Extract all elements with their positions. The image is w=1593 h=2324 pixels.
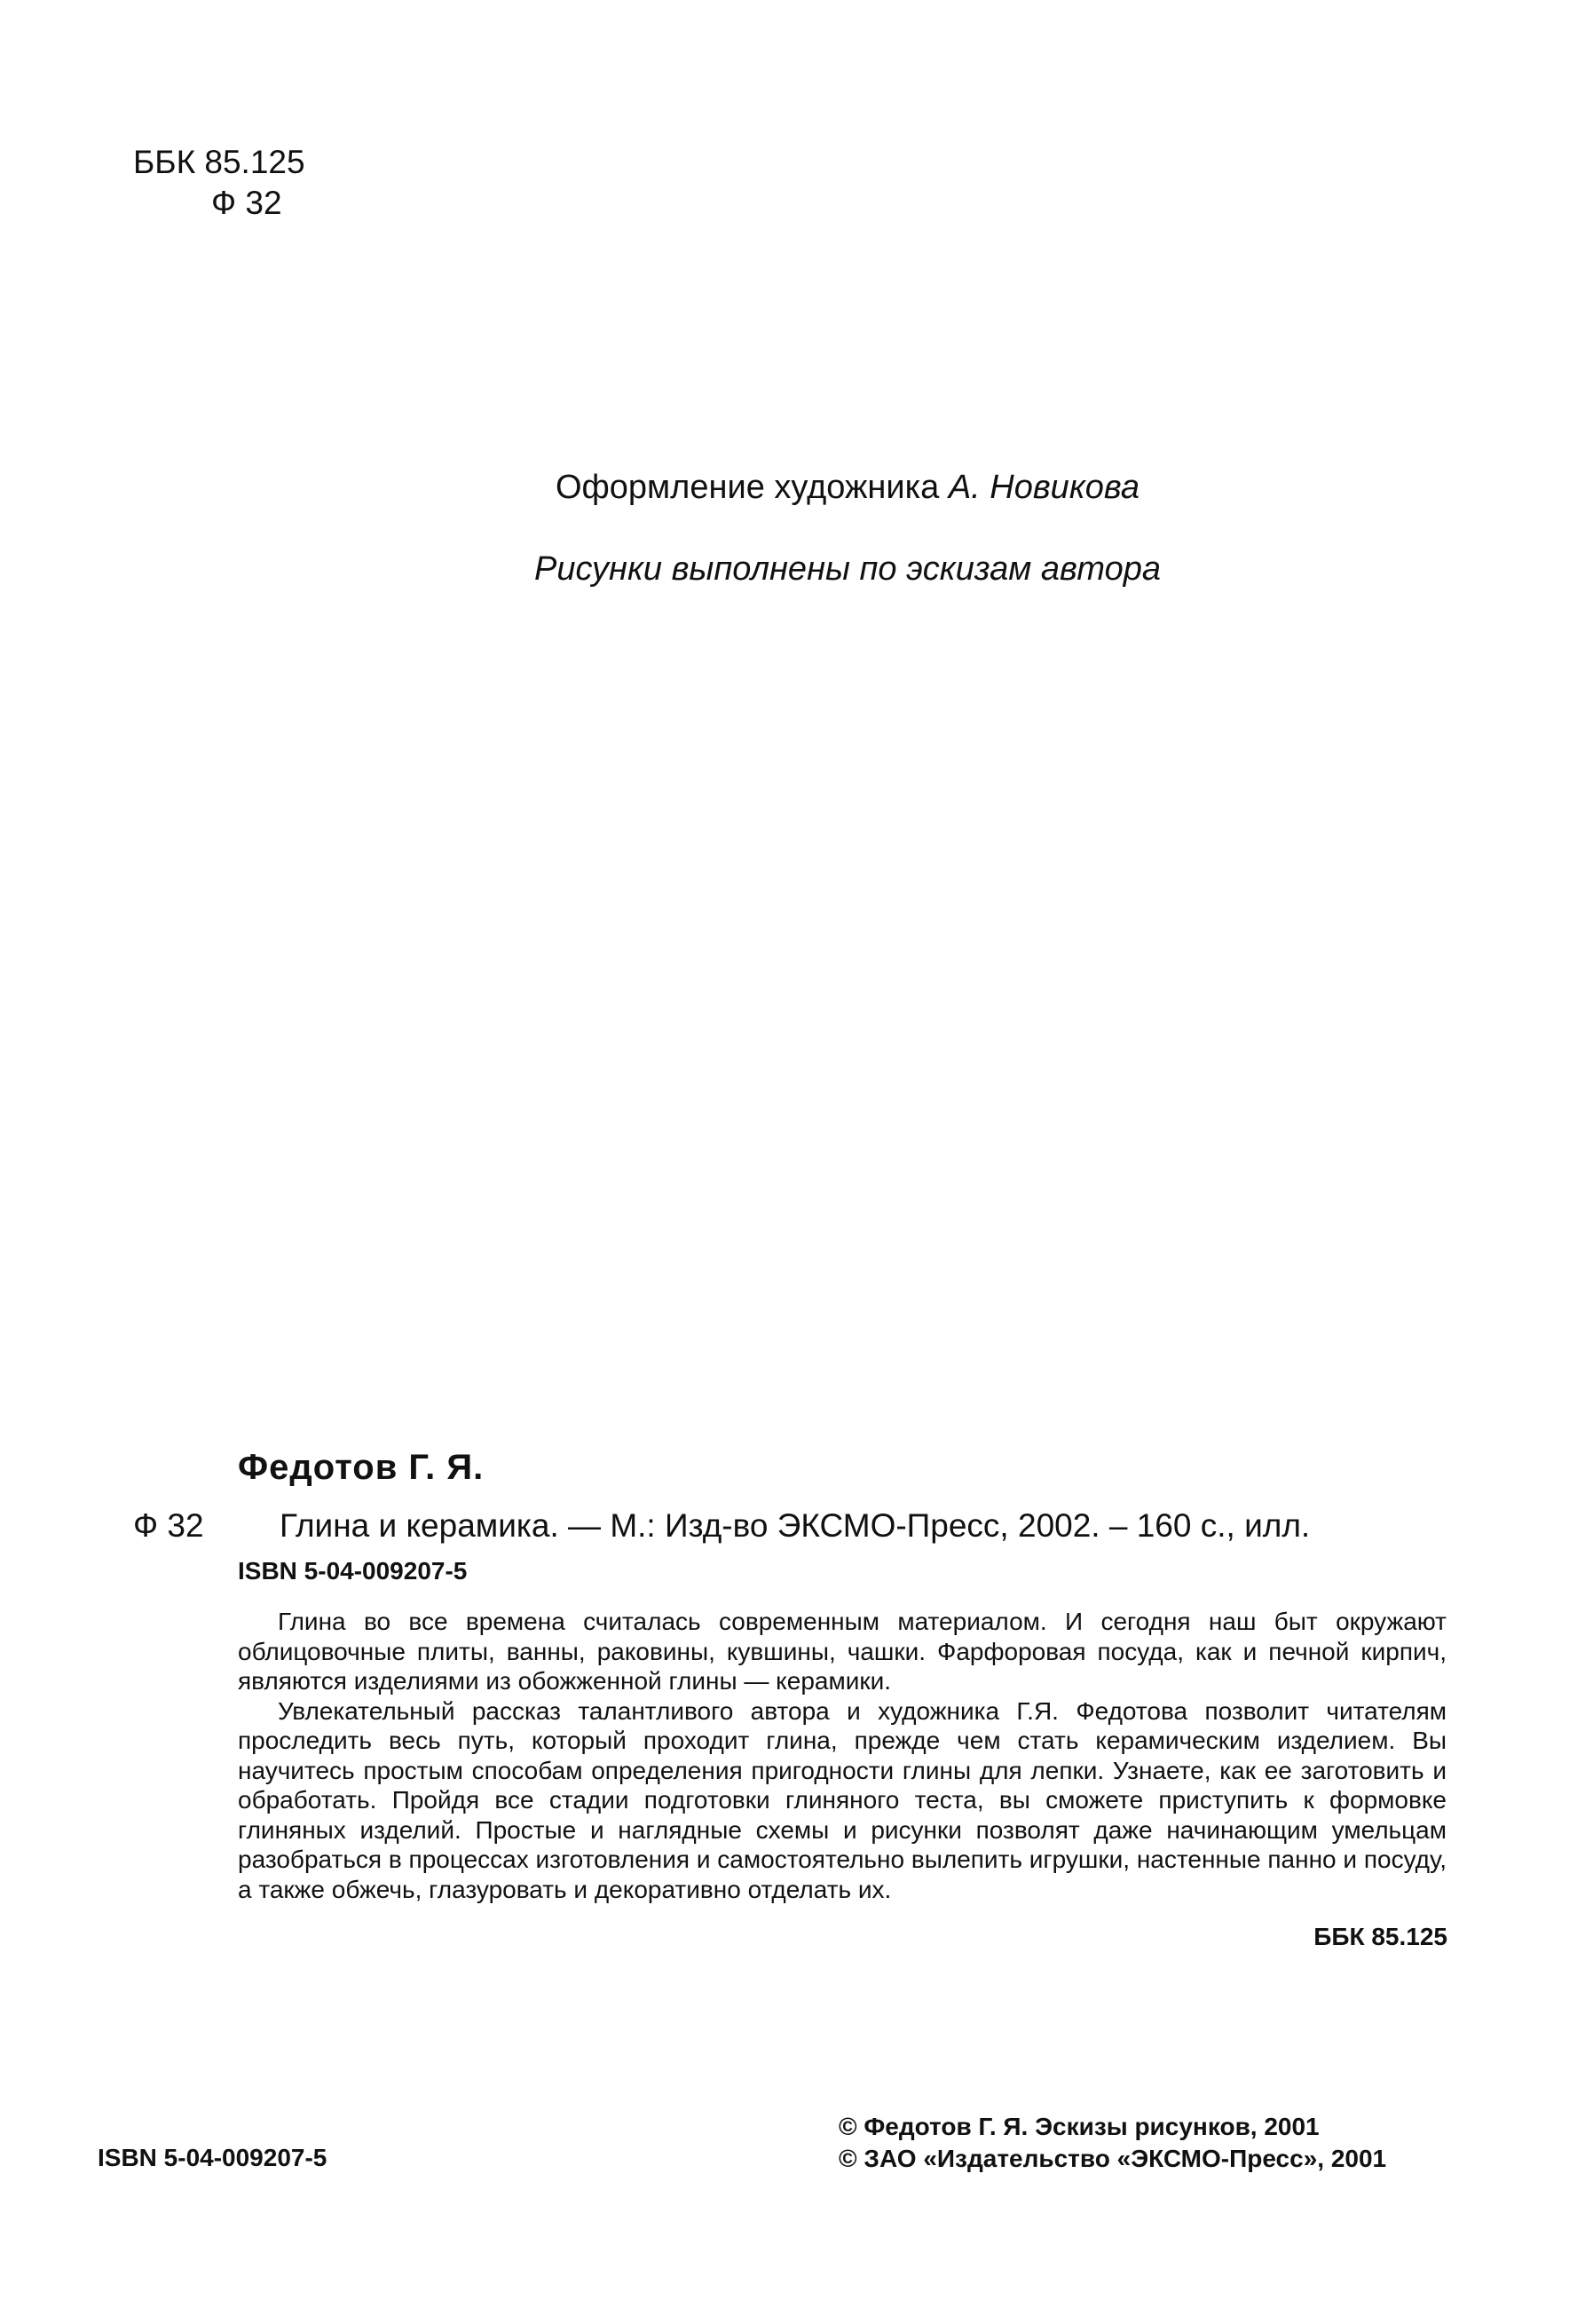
record-author-mark: Ф 32	[133, 1507, 204, 1544]
footer-isbn: ISBN 5-04-009207-5	[98, 2144, 327, 2171]
design-credit-prefix: Оформление художника	[555, 469, 940, 506]
copyright-block	[839, 2111, 1386, 2175]
annotation	[238, 1607, 1447, 1904]
annotation-paragraph-2: Увлекательный рассказ талантливого автора и художника Г.Я. Федотова позволит читателям проследить весь путь, который проходит глина, прежде чем стать керамическим изделием. Вы научитесь простым способам определения пригодности глины для лепки. Узнаете, как ее заготовить и обработать. Пройдя все стадии подготовки глиняного теста, вы сможете приступить к формовке глиняных изделий. Простые и наглядные схемы и рисунки позволят даже начинающим умельцам разобраться в процессах изготовления и самостоятельно вылепить игрушки, настенные панно и посуду, а также обжечь, глазуровать и декоративно отделать их.	[238, 1696, 1447, 1903]
copyright-publisher: © ЗАО «Издательство «ЭКСМО-Пресс», 2001	[839, 2145, 1387, 2172]
bbk-code: ББК 85.125	[133, 144, 305, 180]
author-name: Федотов Г. Я.	[238, 1448, 485, 1487]
annotation-paragraph-1: Глина во все времена считалась современным материалом. И сегодня наш быт окружают облицовочные плиты, ванны, раковины, кувшины, чашки. Фарфоровая посуда, как и печной кирпич, являются изделиями из обожженной глины — керамики.	[238, 1608, 1447, 1695]
design-credit	[0, 466, 1593, 509]
bibliographic-description: Глина и керамика. — М.: Изд-во ЭКСМО-Пресс, 2002. – 160 с., илл.	[280, 1507, 1311, 1544]
drawings-credit: Рисунки выполнены по эскизам автора	[533, 550, 1162, 588]
author-mark: Ф 32	[211, 185, 282, 221]
annotation-bbk-code: ББК 85.125	[1313, 1923, 1447, 1950]
record-isbn: ISBN 5-04-009207-5	[238, 1557, 468, 1585]
design-credit-artist: А. Новикова	[948, 469, 1140, 506]
copyright-author: © Федотов Г. Я. Эскизы рисунков, 2001	[839, 2113, 1320, 2140]
classification-block	[133, 142, 305, 224]
